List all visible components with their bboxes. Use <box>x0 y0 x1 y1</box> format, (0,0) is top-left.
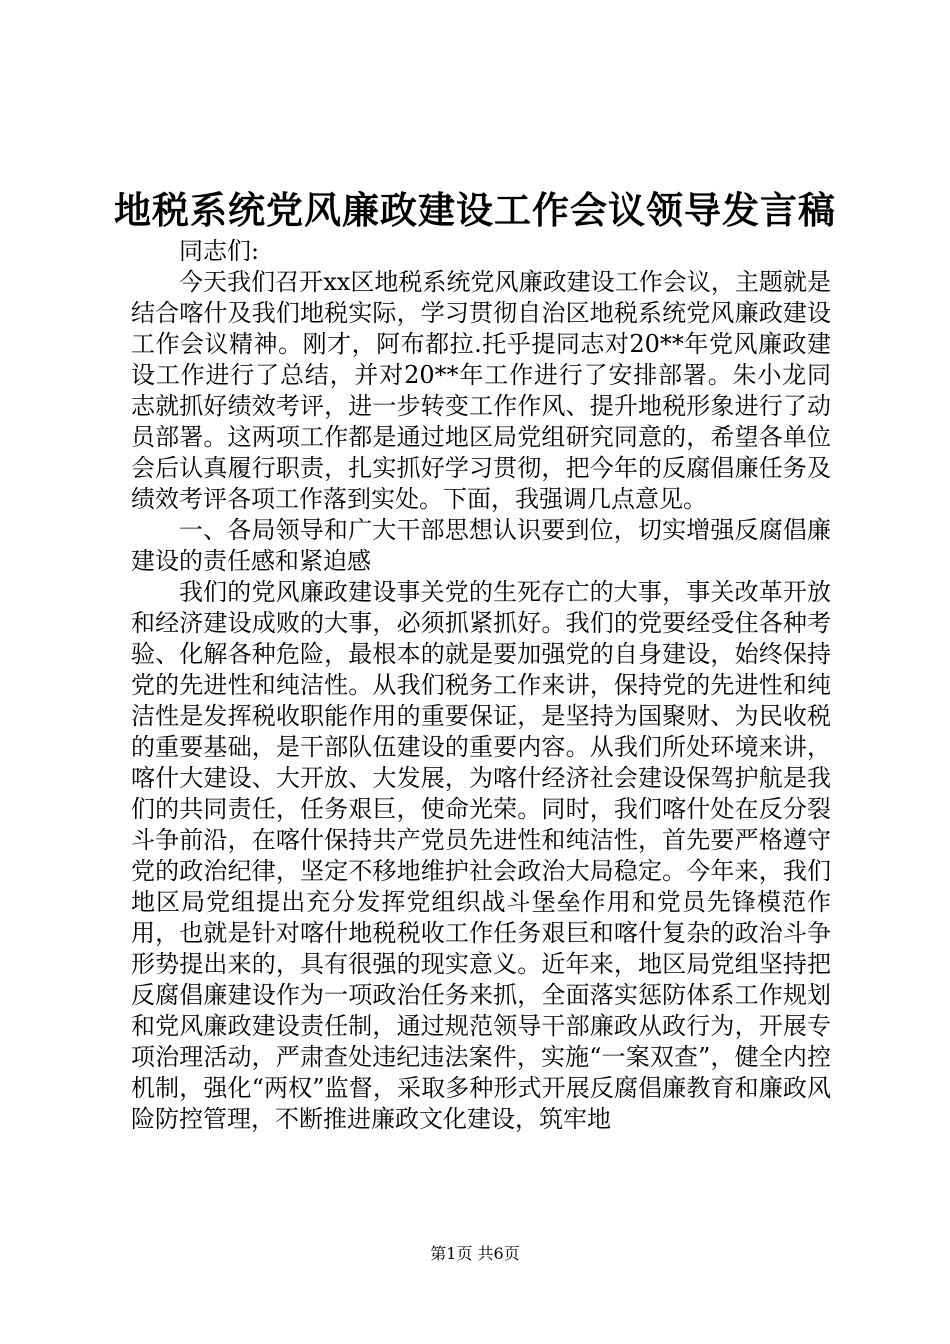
body-paragraph: 今天我们召开xx区地税系统党风廉政建设工作会议，主题就是结合喀什及我们地税实际，学习贯彻自治区地税系统党风廉政建设工作会议精神。刚才，阿布都拉.托乎提同志对20**年党风廉政建设工作进行了总结，并对20**年工作进行了安排部署。朱小龙同志就抓好绩效考评，进一步转变工作作风、提升地税形象进行了动员部署。这两项工作都是通过地区局党组研究同意的，希望各单位会后认真履行职责，扎实抓好学习贯彻，把今年的反腐倡廉任务及绩效考评各项工作落到实处。下面，我强调几点意见。 <box>131 268 831 513</box>
body-paragraph: 我们的党风廉政建设事关党的生死存亡的大事，事关改革开放和经济建设成败的大事，必须抓紧抓好。我们的党要经受住各种考验、化解各种危险，最根本的就是要加强党的自身建设，始终保持党的先进性和纯洁性。从我们税务工作来讲，保持党的先进性和纯洁性是发挥税收职能作用的重要保证，是坚持为国聚财、为民收税的重要基础，是干部队伍建设的重要内容。从我们所处环境来讲，喀什大建设、大开放、大发展，为喀什经济社会建设保驾护航是我们的共同责任，任务艰巨，使命光荣。同时，我们喀什处在反分裂斗争前沿，在喀什保持共产党员先进性和纯洁性，首先要严格遵守党的政治纪律，坚定不移地维护社会政治大局稳定。今年来，我们地区局党组提出充分发挥党组织战斗堡垒作用和党员先锋模范作用，也就是针对喀什地税税收工作任务艰巨和喀什复杂的政治斗争形势提出来的，具有很强的现实意义。近年来，地区局党组坚持把反腐倡廉建设作为一项政治任务来抓，全面落实惩防体系工作规划和党风廉政建设责任制，通过规范领导干部廉政从政行为，开展专项治理活动，严肃查处违纪违法案件，实施“一案双查”，健全内控机制，强化“两权”监督，采取多种形式开展反腐倡廉教育和廉政风险防控管理，不断推进廉政文化建设，筑牢地 <box>131 578 831 1133</box>
salutation-paragraph: 同志们: <box>179 237 260 265</box>
section-heading: 一、各局领导和广大干部思想认识要到位，切实增强反腐倡廉建设的责任感和紧迫感 <box>131 516 831 575</box>
document-title: 地税系统党风廉政建设工作会议领导发言稿 <box>114 188 836 232</box>
document-body <box>131 236 831 1135</box>
page-number-footer: 第1页 共6页 <box>430 1244 520 1263</box>
